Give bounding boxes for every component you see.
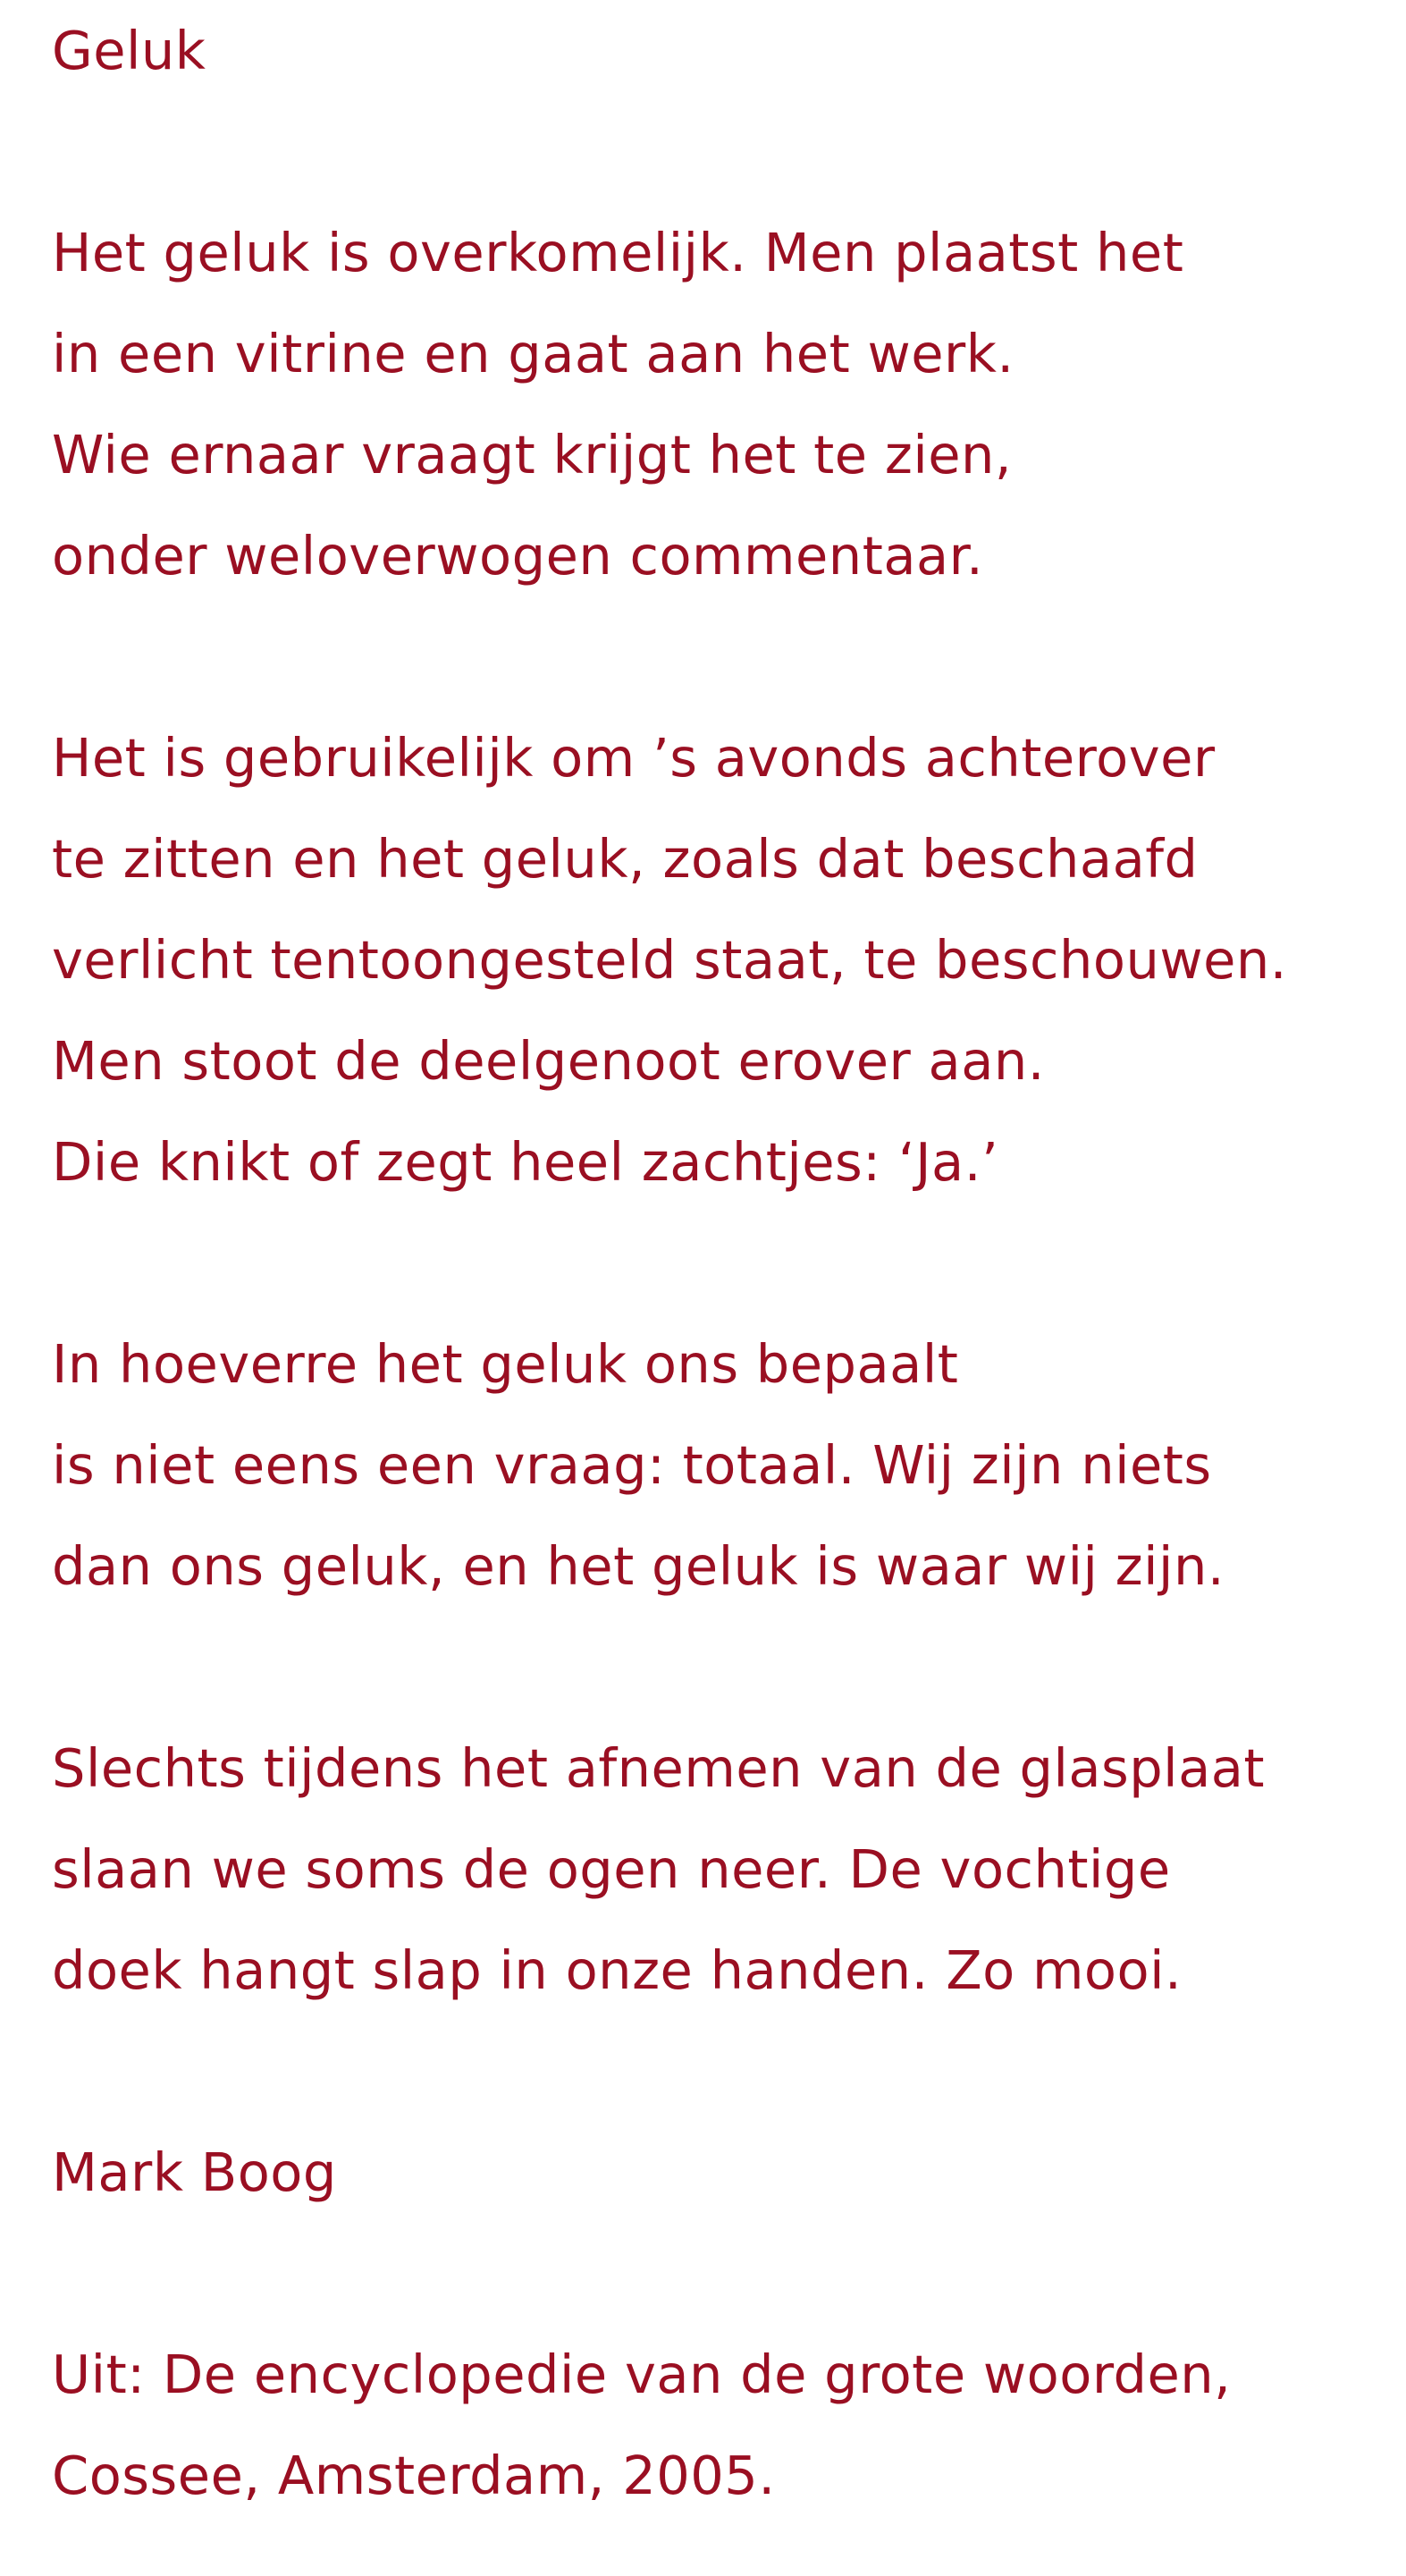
poem-line: is niet eens een vraag: totaal. Wij zijn niets [52,1434,1212,1496]
poem-line: slaan we soms de ogen neer. De vochtige [52,1838,1171,1900]
poem-line: in een vitrine en gaat aan het werk. [52,323,1015,384]
poem-line: Die knikt of zegt heel zachtjes: ‘Ja.’ [52,1131,999,1193]
poem-line: Slechts tijdens het afnemen van de glasplaat [52,1737,1266,1799]
source-line: Cossee, Amsterdam, 2005. [52,2445,776,2506]
spacer [52,101,1393,202]
poem [52,0,1393,2526]
spacer [52,1617,1393,1718]
poem-line: Het geluk is overkomelijk. Men plaatst het [52,222,1184,283]
spacer [52,1212,1393,1313]
poem-line: verlicht tentoongesteld staat, te beschouwen. [52,929,1288,991]
source-line: Uit: De encyclopedie van de grote woorden, [52,2344,1232,2405]
poem-line: Het is gebruikelijk om ’s avonds achterover [52,727,1216,789]
poem-title: Geluk [52,20,206,81]
poem-line: dan ons geluk, en het geluk is waar wij zijn. [52,1535,1225,1597]
poem-line: onder weloverwogen commentaar. [52,525,984,587]
poem-line: doek hangt slap in onze handen. Zo mooi. [52,1939,1183,2001]
poem-line: te zitten en het geluk, zoals dat beschaafd [52,828,1199,890]
poem-author: Mark Boog [52,2141,337,2203]
spacer [52,606,1393,707]
poem-line: Wie ernaar vraagt krijgt het te zien, [52,424,1013,486]
spacer [52,2223,1393,2324]
spacer [52,2021,1393,2122]
poem-line: In hoeverre het geluk ons bepaalt [52,1333,959,1395]
poem-line: Men stoot de deelgenoot erover aan. [52,1030,1046,1092]
